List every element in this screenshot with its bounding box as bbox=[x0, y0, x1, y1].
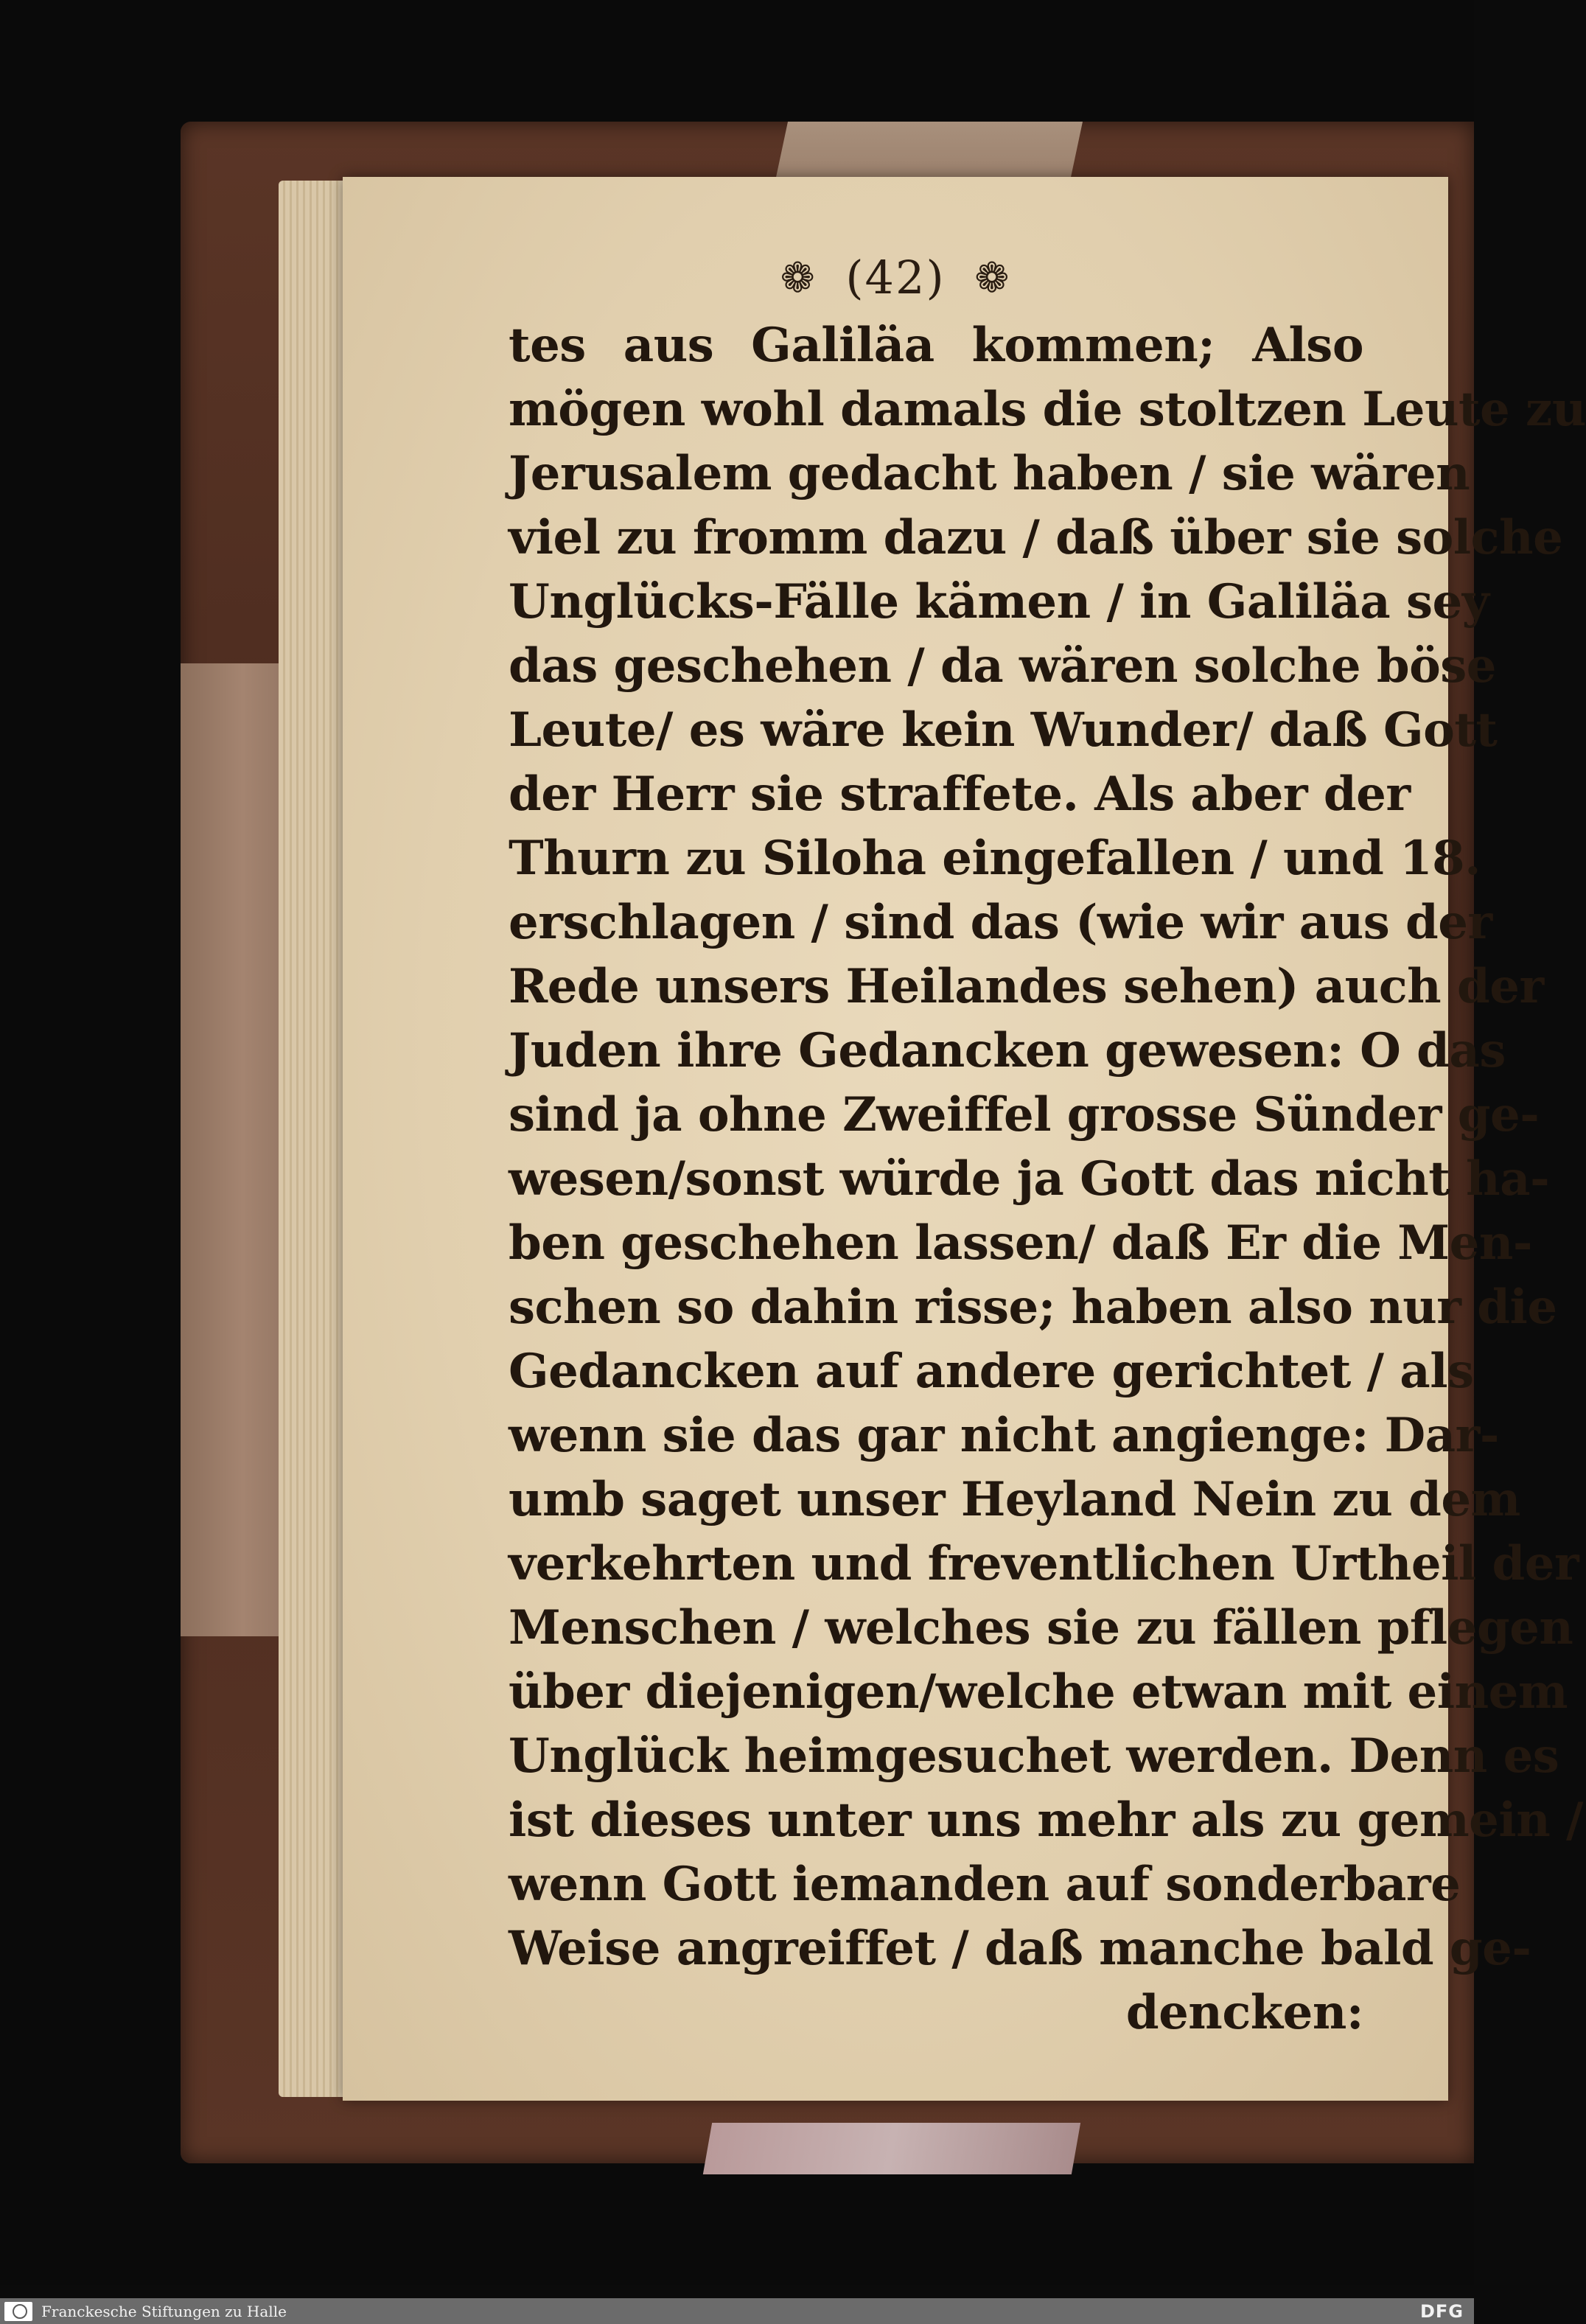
text-line: wesen/sonst würde ja Gott das nicht ha- bbox=[509, 1151, 1550, 1207]
book-page bbox=[343, 177, 1586, 2101]
text-line: erschlagen / sind das (wie wir aus der bbox=[509, 895, 1492, 950]
text-line: Weise angreiffet / daß manche bald ge- bbox=[509, 1921, 1531, 1976]
text-line: ben geschehen lassen/ daß Er die Men- bbox=[509, 1215, 1532, 1271]
ornament-left-icon: ❁ bbox=[780, 254, 817, 302]
text-line: mögen wohl damals die stoltzen Leute zu bbox=[509, 382, 1586, 437]
text-line: über diejenigen/welche etwan mit einem bbox=[509, 1664, 1568, 1720]
catchword: dencken: bbox=[1125, 1985, 1363, 2040]
text-line: umb saget unser Heyland Nein zu dem bbox=[509, 1472, 1520, 1527]
page-number: (42) bbox=[845, 251, 946, 304]
text-line: Juden ihre Gedancken gewesen: O das bbox=[509, 1023, 1506, 1078]
text-line: viel zu fromm dazu / daß über sie solche bbox=[509, 510, 1563, 565]
text-line: wenn sie das gar nicht angienge: Dar- bbox=[509, 1408, 1499, 1463]
text-line: Leute/ es wäre kein Wunder/ daß Gott bbox=[509, 702, 1498, 758]
cover-paper-band-top bbox=[775, 122, 1083, 184]
text-line: tes aus Galiläa kommen; Also bbox=[509, 318, 1363, 373]
institution-name: Franckesche Stiftungen zu Halle bbox=[41, 2303, 287, 2320]
text-line: schen so dahin risse; haben also nur die bbox=[509, 1280, 1557, 1335]
text-line: Unglücks-Fälle kämen / in Galiläa sey bbox=[509, 574, 1489, 629]
cover-paper-band-left bbox=[181, 663, 284, 1636]
text-line: Thurn zu Siloha eingefallen / und 18. bbox=[509, 831, 1481, 886]
page-header bbox=[343, 251, 1448, 304]
text-line: ist dieses unter uns mehr als zu gemein / bbox=[509, 1793, 1583, 1848]
text-line: das geschehen / da wären solche böse bbox=[509, 638, 1496, 694]
text-line: Menschen / welches sie zu fällen pflegen bbox=[509, 1600, 1573, 1655]
cover-paper-band-bottom bbox=[703, 2123, 1080, 2174]
text-line: sind ja ohne Zweiffel grosse Sünder ge- bbox=[509, 1087, 1540, 1142]
text-line: verkehrten und freventlichen Urtheil der bbox=[509, 1536, 1579, 1591]
page-block-edges bbox=[279, 181, 352, 2097]
text-line: Jerusalem gedacht haben / sie wären bbox=[509, 446, 1470, 501]
text-line: Rede unsers Heilandes sehen) auch der bbox=[509, 959, 1544, 1014]
institution-logo-icon bbox=[4, 2302, 32, 2321]
footer-bar bbox=[0, 2298, 1474, 2324]
text-line: der Herr sie straffete. Als aber der bbox=[509, 767, 1411, 822]
text-line: wenn Gott iemanden auf sonderbare bbox=[509, 1857, 1461, 1912]
page-body-text bbox=[509, 313, 1586, 2045]
text-line: Gedancken auf andere gerichtet / als bbox=[509, 1344, 1474, 1399]
ornament-right-icon: ❁ bbox=[974, 254, 1011, 302]
text-line: Unglück heimgesuchet werden. Denn es bbox=[509, 1728, 1559, 1784]
dfg-badge: DFG bbox=[1419, 2301, 1464, 2322]
